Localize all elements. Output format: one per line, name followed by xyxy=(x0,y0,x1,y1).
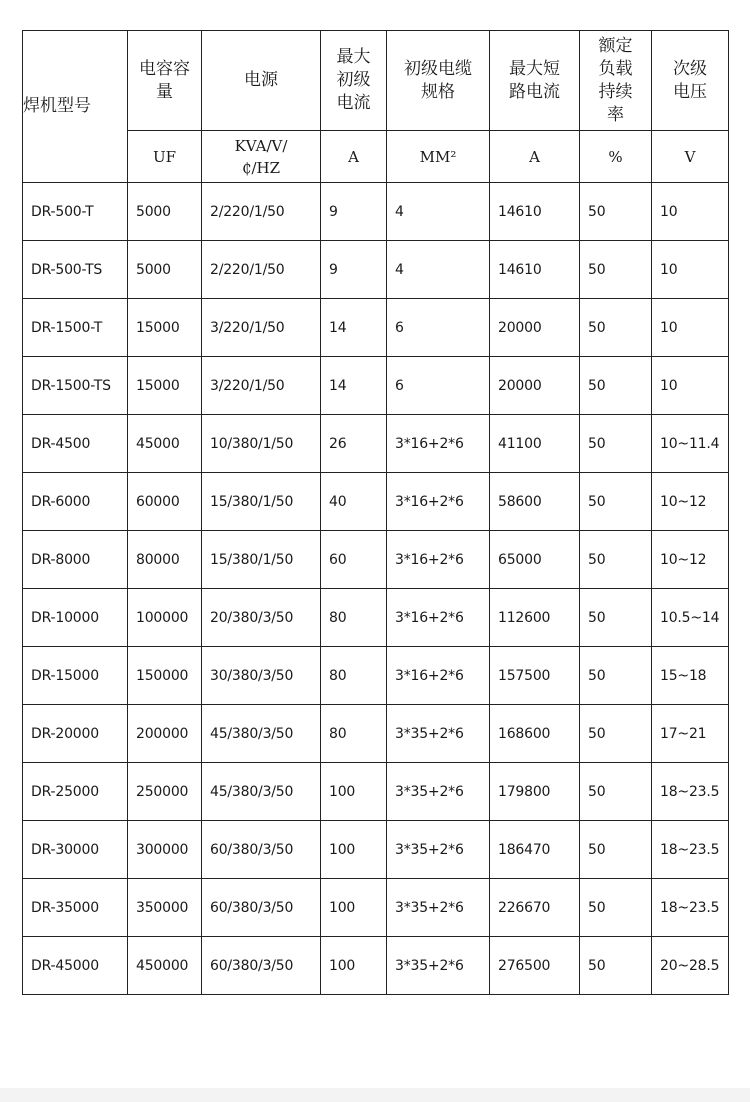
cell-current: 26 xyxy=(321,415,387,473)
cell-power: 20/380/3/50 xyxy=(202,589,321,647)
cell-model: DR-15000 xyxy=(23,647,128,705)
table-row xyxy=(23,473,729,531)
cell-short-circuit: 112600 xyxy=(490,589,580,647)
cell-power: 15/380/1/50 xyxy=(202,473,321,531)
table-row xyxy=(23,241,729,299)
unit-max-primary-current: A xyxy=(321,131,387,183)
cell-voltage: 10~12 xyxy=(652,531,729,589)
cell-duty: 50 xyxy=(580,705,652,763)
table-row xyxy=(23,647,729,705)
unit-row xyxy=(23,131,729,183)
cell-power: 3/220/1/50 xyxy=(202,357,321,415)
header-capacity: 电容容量 xyxy=(128,31,202,131)
cell-cable: 3*35+2*6 xyxy=(387,879,490,937)
table-row xyxy=(23,879,729,937)
table-row xyxy=(23,357,729,415)
unit-power: KVA/V/₵/HZ xyxy=(202,131,321,183)
cell-duty: 50 xyxy=(580,879,652,937)
table-row xyxy=(23,705,729,763)
cell-short-circuit: 157500 xyxy=(490,647,580,705)
cell-short-circuit: 41100 xyxy=(490,415,580,473)
cell-power: 15/380/1/50 xyxy=(202,531,321,589)
cell-current: 100 xyxy=(321,937,387,995)
cell-duty: 50 xyxy=(580,473,652,531)
cell-current: 14 xyxy=(321,357,387,415)
cell-short-circuit: 179800 xyxy=(490,763,580,821)
welder-spec-table xyxy=(22,30,729,995)
cell-power: 60/380/3/50 xyxy=(202,937,321,995)
cell-current: 40 xyxy=(321,473,387,531)
cell-capacity: 5000 xyxy=(128,183,202,241)
cell-power: 30/380/3/50 xyxy=(202,647,321,705)
cell-capacity: 250000 xyxy=(128,763,202,821)
cell-cable: 6 xyxy=(387,299,490,357)
cell-short-circuit: 58600 xyxy=(490,473,580,531)
cell-model: DR-30000 xyxy=(23,821,128,879)
cell-cable: 3*35+2*6 xyxy=(387,705,490,763)
cell-duty: 50 xyxy=(580,415,652,473)
unit-capacity: UF xyxy=(128,131,202,183)
cell-short-circuit: 14610 xyxy=(490,241,580,299)
cell-cable: 3*16+2*6 xyxy=(387,589,490,647)
cell-cable: 4 xyxy=(387,183,490,241)
cell-cable: 3*35+2*6 xyxy=(387,821,490,879)
cell-cable: 3*35+2*6 xyxy=(387,937,490,995)
cell-model: DR-4500 xyxy=(23,415,128,473)
cell-short-circuit: 276500 xyxy=(490,937,580,995)
cell-power: 45/380/3/50 xyxy=(202,705,321,763)
table-row xyxy=(23,531,729,589)
cell-power: 2/220/1/50 xyxy=(202,183,321,241)
cell-current: 60 xyxy=(321,531,387,589)
table-row xyxy=(23,415,729,473)
table-row xyxy=(23,183,729,241)
header-model: 焊机型号 xyxy=(23,31,128,183)
cell-current: 14 xyxy=(321,299,387,357)
cell-voltage: 20~28.5 xyxy=(652,937,729,995)
header-primary-cable: 初级电缆规格 xyxy=(387,31,490,131)
cell-power: 10/380/1/50 xyxy=(202,415,321,473)
cell-duty: 50 xyxy=(580,937,652,995)
cell-cable: 4 xyxy=(387,241,490,299)
cell-model: DR-500-T xyxy=(23,183,128,241)
unit-secondary-voltage: V xyxy=(652,131,729,183)
cell-model: DR-8000 xyxy=(23,531,128,589)
cell-current: 100 xyxy=(321,879,387,937)
cell-power: 2/220/1/50 xyxy=(202,241,321,299)
cell-current: 100 xyxy=(321,763,387,821)
table-row xyxy=(23,299,729,357)
cell-cable: 3*16+2*6 xyxy=(387,415,490,473)
cell-power: 60/380/3/50 xyxy=(202,821,321,879)
unit-max-short-circuit-current: A xyxy=(490,131,580,183)
cell-capacity: 15000 xyxy=(128,357,202,415)
cell-duty: 50 xyxy=(580,531,652,589)
cell-cable: 3*16+2*6 xyxy=(387,531,490,589)
cell-capacity: 60000 xyxy=(128,473,202,531)
cell-capacity: 80000 xyxy=(128,531,202,589)
cell-duty: 50 xyxy=(580,241,652,299)
cell-current: 80 xyxy=(321,705,387,763)
cell-duty: 50 xyxy=(580,589,652,647)
cell-power: 3/220/1/50 xyxy=(202,299,321,357)
cell-short-circuit: 226670 xyxy=(490,879,580,937)
unit-primary-cable: MM² xyxy=(387,131,490,183)
cell-power: 45/380/3/50 xyxy=(202,763,321,821)
cell-capacity: 300000 xyxy=(128,821,202,879)
cell-capacity: 450000 xyxy=(128,937,202,995)
cell-model: DR-25000 xyxy=(23,763,128,821)
cell-power: 60/380/3/50 xyxy=(202,879,321,937)
cell-current: 80 xyxy=(321,647,387,705)
cell-model: DR-45000 xyxy=(23,937,128,995)
cell-voltage: 10~12 xyxy=(652,473,729,531)
spec-table-container xyxy=(22,30,729,995)
cell-model: DR-500-TS xyxy=(23,241,128,299)
cell-voltage: 10 xyxy=(652,357,729,415)
cell-short-circuit: 65000 xyxy=(490,531,580,589)
header-secondary-voltage: 次级电压 xyxy=(652,31,729,131)
cell-short-circuit: 186470 xyxy=(490,821,580,879)
cell-cable: 3*16+2*6 xyxy=(387,473,490,531)
cell-duty: 50 xyxy=(580,821,652,879)
cell-current: 100 xyxy=(321,821,387,879)
header-max-short-circuit-current: 最大短路电流 xyxy=(490,31,580,131)
cell-current: 9 xyxy=(321,241,387,299)
cell-capacity: 350000 xyxy=(128,879,202,937)
cell-cable: 6 xyxy=(387,357,490,415)
cell-voltage: 10 xyxy=(652,183,729,241)
table-row xyxy=(23,937,729,995)
cell-capacity: 200000 xyxy=(128,705,202,763)
cell-voltage: 10 xyxy=(652,241,729,299)
cell-duty: 50 xyxy=(580,183,652,241)
cell-short-circuit: 20000 xyxy=(490,357,580,415)
cell-model: DR-1500-T xyxy=(23,299,128,357)
cell-short-circuit: 20000 xyxy=(490,299,580,357)
cell-model: DR-10000 xyxy=(23,589,128,647)
header-duty-cycle: 额定负载持续率 xyxy=(580,31,652,131)
cell-voltage: 10~11.4 xyxy=(652,415,729,473)
cell-voltage: 18~23.5 xyxy=(652,821,729,879)
cell-duty: 50 xyxy=(580,647,652,705)
cell-short-circuit: 168600 xyxy=(490,705,580,763)
cell-cable: 3*16+2*6 xyxy=(387,647,490,705)
cell-duty: 50 xyxy=(580,763,652,821)
cell-voltage: 15~18 xyxy=(652,647,729,705)
cell-model: DR-35000 xyxy=(23,879,128,937)
cell-voltage: 10 xyxy=(652,299,729,357)
cell-capacity: 15000 xyxy=(128,299,202,357)
cell-voltage: 18~23.5 xyxy=(652,879,729,937)
cell-capacity: 100000 xyxy=(128,589,202,647)
unit-duty-cycle: % xyxy=(580,131,652,183)
cell-duty: 50 xyxy=(580,299,652,357)
cell-capacity: 150000 xyxy=(128,647,202,705)
page-bottom-band xyxy=(0,1088,750,1102)
cell-current: 9 xyxy=(321,183,387,241)
cell-voltage: 10.5~14 xyxy=(652,589,729,647)
header-power: 电源 xyxy=(202,31,321,131)
header-max-primary-current: 最大初级电流 xyxy=(321,31,387,131)
cell-model: DR-1500-TS xyxy=(23,357,128,415)
header-row xyxy=(23,31,729,131)
table-row xyxy=(23,821,729,879)
table-row xyxy=(23,763,729,821)
cell-short-circuit: 14610 xyxy=(490,183,580,241)
cell-voltage: 18~23.5 xyxy=(652,763,729,821)
cell-model: DR-20000 xyxy=(23,705,128,763)
cell-capacity: 45000 xyxy=(128,415,202,473)
cell-capacity: 5000 xyxy=(128,241,202,299)
cell-voltage: 17~21 xyxy=(652,705,729,763)
cell-model: DR-6000 xyxy=(23,473,128,531)
cell-cable: 3*35+2*6 xyxy=(387,763,490,821)
cell-duty: 50 xyxy=(580,357,652,415)
cell-current: 80 xyxy=(321,589,387,647)
table-row xyxy=(23,589,729,647)
